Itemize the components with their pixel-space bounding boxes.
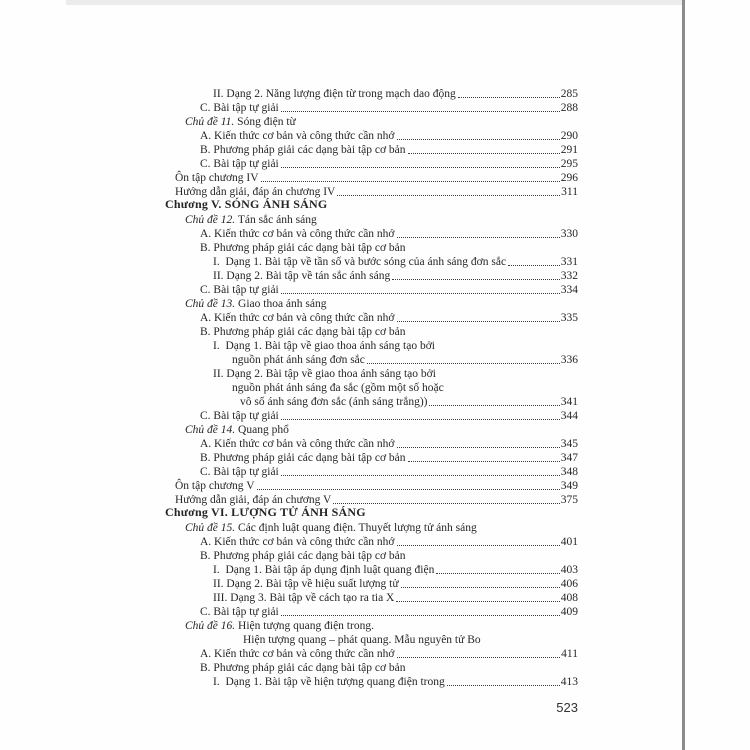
toc-entry bbox=[165, 226, 578, 240]
toc-entry-text: Chương V. SÓNG ÁNH SÁNG bbox=[165, 197, 328, 211]
toc-entry bbox=[165, 632, 578, 646]
toc-entry bbox=[165, 478, 578, 492]
toc-entry-text: I. Dạng 1. Bài tập về giao thoa ánh sáng tạo bởi bbox=[213, 340, 435, 352]
toc-entry-page: 336 bbox=[560, 354, 578, 366]
dot-leader bbox=[281, 615, 560, 616]
toc-entry bbox=[165, 576, 578, 590]
toc-entry bbox=[165, 114, 578, 128]
toc-entry-page: 345 bbox=[560, 438, 578, 450]
toc-entry-text: B. Phương pháp giải các dạng bài tập cơ bản bbox=[200, 242, 406, 254]
toc-entry-text: I. Dạng 1. Bài tập về hiện tượng quang điện trong bbox=[213, 676, 445, 688]
toc-entry-page: 332 bbox=[560, 270, 578, 282]
toc-entry-text: Tán sắc ánh sáng bbox=[235, 214, 317, 226]
toc-entry bbox=[165, 674, 578, 688]
toc-entry-text: B. Phương pháp giải các dạng bài tập cơ bản bbox=[200, 326, 406, 338]
toc-entry-text: C. Bài tập tự giải bbox=[200, 410, 279, 422]
toc-entry bbox=[165, 212, 578, 226]
toc-entry-text: II. Dạng 2. Bài tập về giao thoa ánh sáng tạo bởi bbox=[213, 368, 436, 380]
dot-leader bbox=[508, 265, 560, 266]
toc-entry bbox=[165, 520, 578, 534]
toc-entry bbox=[165, 100, 578, 114]
toc-entry-text: C. Bài tập tự giải bbox=[200, 102, 279, 114]
toc-entry bbox=[165, 450, 578, 464]
toc-entry-text: Các định luật quang điện. Thuyết lượng tử ánh sáng bbox=[235, 522, 477, 534]
toc-entry-page: 288 bbox=[560, 102, 578, 114]
toc-entry-text: B. Phương pháp giải các dạng bài tập cơ bản bbox=[200, 452, 406, 464]
toc-entry bbox=[165, 408, 578, 422]
toc-entry bbox=[165, 380, 578, 394]
toc-entry-page: 344 bbox=[560, 410, 578, 422]
toc-entry bbox=[165, 268, 578, 282]
toc-entry-text: vô số ánh sáng đơn sắc (ánh sáng trắng)) bbox=[240, 396, 428, 408]
dot-leader bbox=[333, 503, 559, 504]
scan-top-edge bbox=[66, 0, 683, 5]
toc-entry bbox=[165, 464, 578, 478]
toc-entry-page: 406 bbox=[560, 578, 578, 590]
dot-leader bbox=[429, 405, 559, 406]
dot-leader bbox=[281, 111, 560, 112]
toc-entry bbox=[165, 310, 578, 324]
toc-entry-text: Ôn tập chương IV bbox=[175, 172, 259, 184]
toc-entry bbox=[165, 352, 578, 366]
toc-entry-label: Chủ đề 14. bbox=[185, 424, 236, 436]
toc-entry-page: 335 bbox=[560, 312, 578, 324]
toc-entry-label: Chủ đề 16. bbox=[185, 620, 236, 632]
toc-entry bbox=[165, 86, 578, 100]
toc-entry bbox=[165, 618, 578, 632]
toc-entry bbox=[165, 198, 578, 212]
dot-leader bbox=[281, 475, 560, 476]
toc-entry-text: Ôn tập chương V bbox=[175, 480, 255, 492]
toc-entry-label: Chủ đề 15. bbox=[185, 522, 236, 534]
dot-leader bbox=[337, 195, 560, 196]
dot-leader bbox=[281, 167, 560, 168]
toc-entry bbox=[165, 562, 578, 576]
toc-entry-text: II. Dạng 2. Bài tập về tán sắc ánh sáng bbox=[213, 270, 391, 282]
toc-entry-text: C. Bài tập tự giải bbox=[200, 158, 279, 170]
toc-entry-text: I. Dạng 1. Bài tập áp dụng định luật quang điện bbox=[213, 564, 435, 576]
toc-entry-label: Chủ đề 11. bbox=[185, 116, 235, 128]
toc-entry bbox=[165, 366, 578, 380]
dot-leader bbox=[281, 293, 560, 294]
toc-entry-text: nguồn phát ánh sáng đa sắc (gồm một số hoặc bbox=[232, 382, 444, 394]
dot-leader bbox=[281, 419, 560, 420]
toc-entry-text: A. Kiến thức cơ bản và công thức cần nhớ bbox=[200, 312, 395, 324]
toc-entry bbox=[165, 422, 578, 436]
dot-leader bbox=[257, 489, 560, 490]
toc-entry-page: 311 bbox=[561, 186, 578, 198]
toc-entry-text: Giao thoa ánh sáng bbox=[235, 298, 327, 310]
toc-entry-page: 348 bbox=[560, 466, 578, 478]
toc-entry-page: 341 bbox=[560, 396, 578, 408]
toc-entry-page: 413 bbox=[560, 676, 578, 688]
toc-entry bbox=[165, 184, 578, 198]
toc-entry bbox=[165, 394, 578, 408]
toc-entry bbox=[165, 604, 578, 618]
dot-leader bbox=[261, 181, 560, 182]
toc-entry-text: Hiện tượng quang điện trong. bbox=[235, 620, 374, 632]
toc-entry-text: III. Dạng 3. Bài tập về cách tạo ra tia X bbox=[213, 592, 395, 604]
dot-leader bbox=[397, 321, 560, 322]
toc-entry-page: 330 bbox=[560, 228, 578, 240]
toc-entry-page: 334 bbox=[560, 284, 578, 296]
toc-entry-text: Chương VI. LƯỢNG TỬ ÁNH SÁNG bbox=[165, 505, 366, 519]
toc-entry-text: B. Phương pháp giải các dạng bài tập cơ bản bbox=[200, 662, 406, 674]
toc-entry-page: 401 bbox=[560, 536, 578, 548]
toc-entry bbox=[165, 296, 578, 310]
toc-entry-page: 347 bbox=[560, 452, 578, 464]
toc-entry bbox=[165, 534, 578, 548]
dot-leader bbox=[408, 461, 560, 462]
page-number-folio: 523 bbox=[556, 700, 578, 715]
toc-entry bbox=[165, 492, 578, 506]
toc-entry bbox=[165, 324, 578, 338]
toc-list bbox=[165, 86, 578, 688]
toc-entry bbox=[165, 240, 578, 254]
toc-entry-page: 295 bbox=[560, 158, 578, 170]
dot-leader bbox=[367, 363, 560, 364]
toc-entry-text: A. Kiến thức cơ bản và công thức cần nhớ bbox=[200, 648, 395, 660]
toc-entry bbox=[165, 660, 578, 674]
toc-entry-text: Hiện tượng quang – phát quang. Mẫu nguyên tử Bo bbox=[243, 634, 481, 646]
toc-entry bbox=[165, 170, 578, 184]
toc-entry bbox=[165, 436, 578, 450]
dot-leader bbox=[397, 447, 560, 448]
toc-entry bbox=[165, 142, 578, 156]
toc-entry-page: 290 bbox=[560, 130, 578, 142]
toc-entry-text: Hướng dẫn giải, đáp án chương V bbox=[175, 494, 332, 506]
dot-leader bbox=[397, 139, 560, 140]
toc-entry-page: 349 bbox=[560, 480, 578, 492]
toc-entry-page: 291 bbox=[560, 144, 578, 156]
toc-entry bbox=[165, 338, 578, 352]
toc-entry-label: Chủ đề 13. bbox=[185, 298, 236, 310]
toc-entry-page: 403 bbox=[560, 564, 578, 576]
toc-entry-page: 285 bbox=[560, 88, 578, 100]
dot-leader bbox=[401, 587, 560, 588]
toc-entry-text: C. Bài tập tự giải bbox=[200, 606, 279, 618]
toc-entry-text: Sóng điện từ bbox=[234, 116, 296, 128]
toc-entry-text: I. Dạng 1. Bài tập về tần số và bước sóng của ánh sáng đơn sắc bbox=[213, 256, 507, 268]
toc-entry bbox=[165, 590, 578, 604]
toc-entry-text: A. Kiến thức cơ bản và công thức cần nhớ bbox=[200, 536, 395, 548]
toc-entry-page: 409 bbox=[560, 606, 578, 618]
scan-right-edge-line bbox=[682, 0, 685, 750]
toc-entry-page: 296 bbox=[560, 172, 578, 184]
toc-entry-page: 408 bbox=[560, 592, 578, 604]
dot-leader bbox=[458, 97, 560, 98]
dot-leader bbox=[447, 685, 560, 686]
toc-entry-text: B. Phương pháp giải các dạng bài tập cơ bản bbox=[200, 550, 406, 562]
dot-leader bbox=[397, 237, 560, 238]
dot-leader bbox=[396, 601, 559, 602]
toc-entry-text: II. Dạng 2. Năng lượng điện từ trong mạch dao động bbox=[213, 88, 456, 100]
dot-leader bbox=[436, 573, 559, 574]
toc-entry bbox=[165, 128, 578, 142]
dot-leader bbox=[392, 279, 560, 280]
toc-entry-page: 411 bbox=[561, 648, 578, 660]
toc-entry-text: A. Kiến thức cơ bản và công thức cần nhớ bbox=[200, 228, 395, 240]
toc-entry-page: 331 bbox=[560, 256, 578, 268]
toc-entry-text: C. Bài tập tự giải bbox=[200, 284, 279, 296]
toc-entry-text: B. Phương pháp giải các dạng bài tập cơ bản bbox=[200, 144, 406, 156]
toc-entry-text: A. Kiến thức cơ bản và công thức cần nhớ bbox=[200, 438, 395, 450]
toc-entry bbox=[165, 646, 578, 660]
toc-entry bbox=[165, 254, 578, 268]
toc-entry bbox=[165, 506, 578, 520]
toc-entry-text: A. Kiến thức cơ bản và công thức cần nhớ bbox=[200, 130, 395, 142]
toc-entry-page: 375 bbox=[560, 494, 578, 506]
toc-entry-text: II. Dạng 2. Bài tập về hiệu suất lượng tử bbox=[213, 578, 399, 590]
toc-entry-text: Quang phổ bbox=[235, 424, 289, 436]
toc-entry-text: nguồn phát ánh sáng đơn sắc bbox=[232, 354, 365, 366]
toc-entry bbox=[165, 156, 578, 170]
dot-leader bbox=[397, 545, 560, 546]
toc-entry bbox=[165, 282, 578, 296]
toc-entry-text: C. Bài tập tự giải bbox=[200, 466, 279, 478]
dot-leader bbox=[408, 153, 560, 154]
toc-entry bbox=[165, 548, 578, 562]
dot-leader bbox=[397, 657, 561, 658]
toc-entry-label: Chủ đề 12. bbox=[185, 214, 236, 226]
toc-entry-text: Hướng dẫn giải, đáp án chương IV bbox=[175, 186, 336, 198]
